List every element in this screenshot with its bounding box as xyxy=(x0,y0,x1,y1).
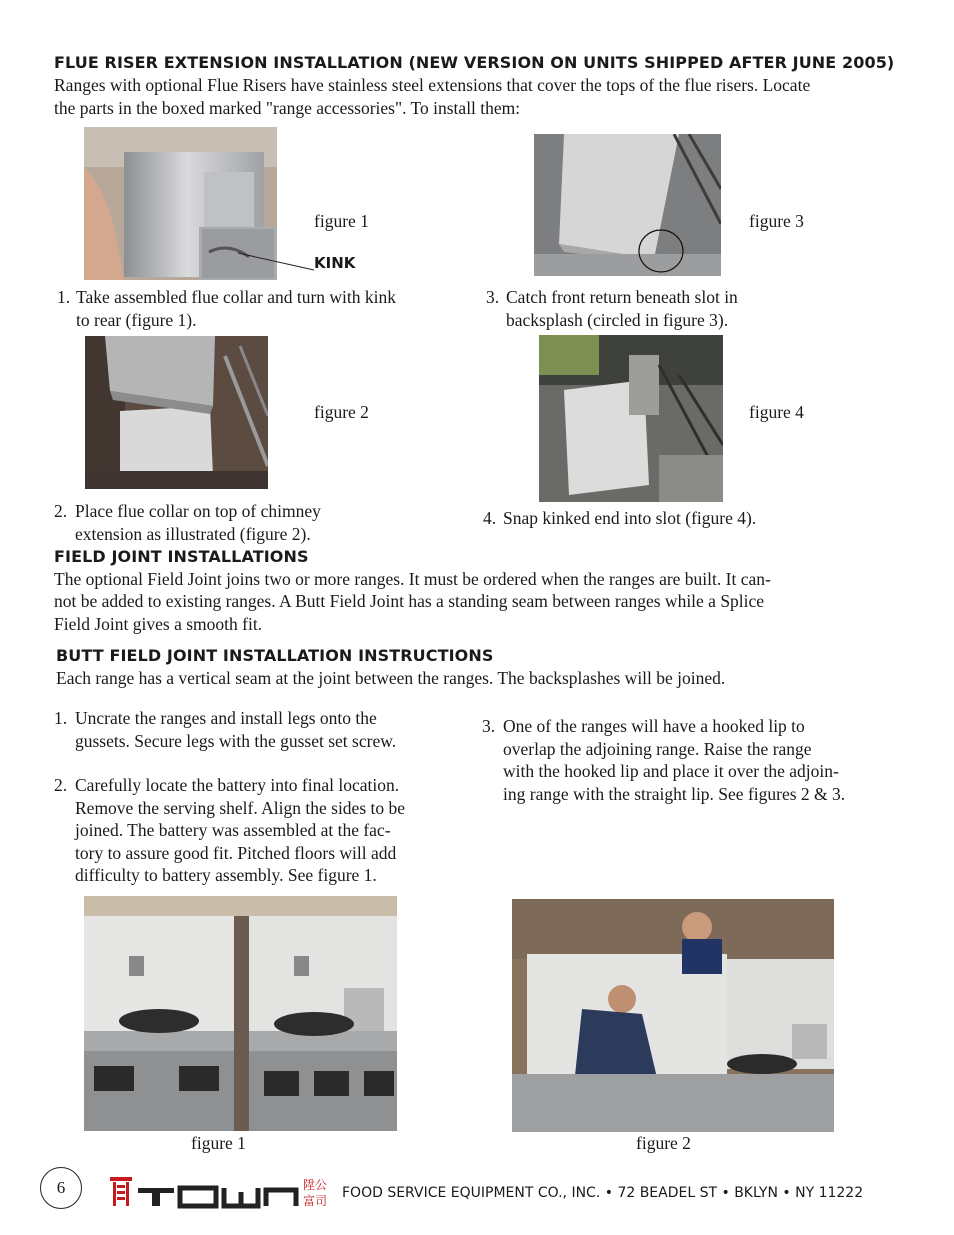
butt-step-2-number: 2. xyxy=(54,775,68,795)
field-joint-line3: Field Joint gives a smooth fit. xyxy=(54,614,263,634)
page-number: 6 xyxy=(56,1178,66,1197)
butt-step-3-number: 3. xyxy=(482,716,496,736)
flue-step-3-number: 3. xyxy=(486,287,500,307)
butt-step-2-line2: Remove the serving shelf. Align the sides to be xyxy=(75,797,406,818)
flue-intro-line2: the parts in the boxed marked "range accessories". To install them: xyxy=(54,98,521,118)
flue-step-4-number: 4. xyxy=(483,508,497,528)
town-logo xyxy=(108,1173,330,1209)
butt-figure-1-caption: figure 1 xyxy=(191,1133,246,1153)
butt-figure-1-photo xyxy=(84,896,397,1131)
butt-step-1-number: 1. xyxy=(54,708,68,728)
flue-figure-3-caption: figure 3 xyxy=(749,211,804,231)
flue-step-1-line2: to rear (figure 1). xyxy=(76,310,197,330)
field-joint-line1: The optional Field Joint joins two or more ranges. It must be ordered when the ranges are built. It can- xyxy=(54,569,771,589)
field-joint-line2: not be added to existing ranges. A Butt Field Joint has a standing seam between ranges while a Splice xyxy=(54,591,765,611)
flue-figure-2-photo xyxy=(85,336,268,489)
butt-step-3-line4: ing range with the straight lip. See figures 2 & 3. xyxy=(503,783,846,804)
butt-step-2-line4: tory to assure good fit. Pitched floors will add xyxy=(75,842,397,863)
butt-step-1-line2: gussets. Secure legs with the gusset set screw. xyxy=(75,730,397,751)
flue-step-4-line1: Snap kinked end into slot (figure 4). xyxy=(503,508,757,528)
flue-step-2-line1: Place flue collar on top of chimney xyxy=(75,501,321,521)
butt-joint-heading: BUTT FIELD JOINT INSTALLATION INSTRUCTIONS xyxy=(56,646,494,665)
kink-label: KINK xyxy=(314,254,356,272)
flue-heading: FLUE RISER EXTENSION INSTALLATION (NEW VERSION ON UNITS SHIPPED AFTER JUNE 2005) xyxy=(54,53,895,72)
field-joint-heading: FIELD JOINT INSTALLATIONS xyxy=(54,547,309,566)
flue-figure-3-photo xyxy=(534,134,721,276)
butt-step-3-line2: overlap the adjoining range. Raise the range xyxy=(503,738,812,759)
flue-figure-1-caption: figure 1 xyxy=(314,211,369,231)
kink-callout-line xyxy=(236,250,316,275)
svg-text:富司: 富司 xyxy=(303,1194,328,1208)
footer-company-address: FOOD SERVICE EQUIPMENT CO., INC. • 72 BEADEL ST • BKLYN • NY 11222 xyxy=(342,1185,864,1201)
butt-step-2-line1: Carefully locate the battery into final location. xyxy=(75,775,400,795)
butt-joint-intro: Each range has a vertical seam at the joint between the ranges. The backsplashes will be joined. xyxy=(56,668,726,688)
flue-step-2-number: 2. xyxy=(54,501,68,521)
flue-figure-2-caption: figure 2 xyxy=(314,402,369,422)
svg-text:陞公: 陞公 xyxy=(303,1178,328,1192)
flue-step-3-line1: Catch front return beneath slot in xyxy=(506,287,738,307)
butt-step-2-line5: difficulty to battery assembly. See figure 1. xyxy=(75,865,377,885)
flue-step-1-line1: Take assembled flue collar and turn with kink xyxy=(76,287,396,307)
flue-figure-4-caption: figure 4 xyxy=(749,402,804,422)
flue-figure-4-photo xyxy=(539,335,723,502)
butt-step-2-line3: joined. The battery was assembled at the fac- xyxy=(75,820,391,840)
butt-figure-2-caption: figure 2 xyxy=(636,1133,691,1153)
flue-step-3-line2: backsplash (circled in figure 3). xyxy=(506,310,729,330)
butt-step-1-line1: Uncrate the ranges and install legs onto the xyxy=(75,708,377,728)
flue-step-2-line2: extension as illustrated (figure 2). xyxy=(75,524,311,544)
butt-step-3-line1: One of the ranges will have a hooked lip to xyxy=(503,716,805,736)
flue-intro-line1: Ranges with optional Flue Risers have stainless steel extensions that cover the tops of the flue risers. Locate xyxy=(54,75,811,95)
butt-figure-2-photo xyxy=(512,899,834,1132)
butt-step-3-line3: with the hooked lip and place it over the adjoin- xyxy=(503,761,839,781)
page-number-circle xyxy=(40,1167,82,1209)
flue-step-1-number: 1. xyxy=(57,287,71,307)
